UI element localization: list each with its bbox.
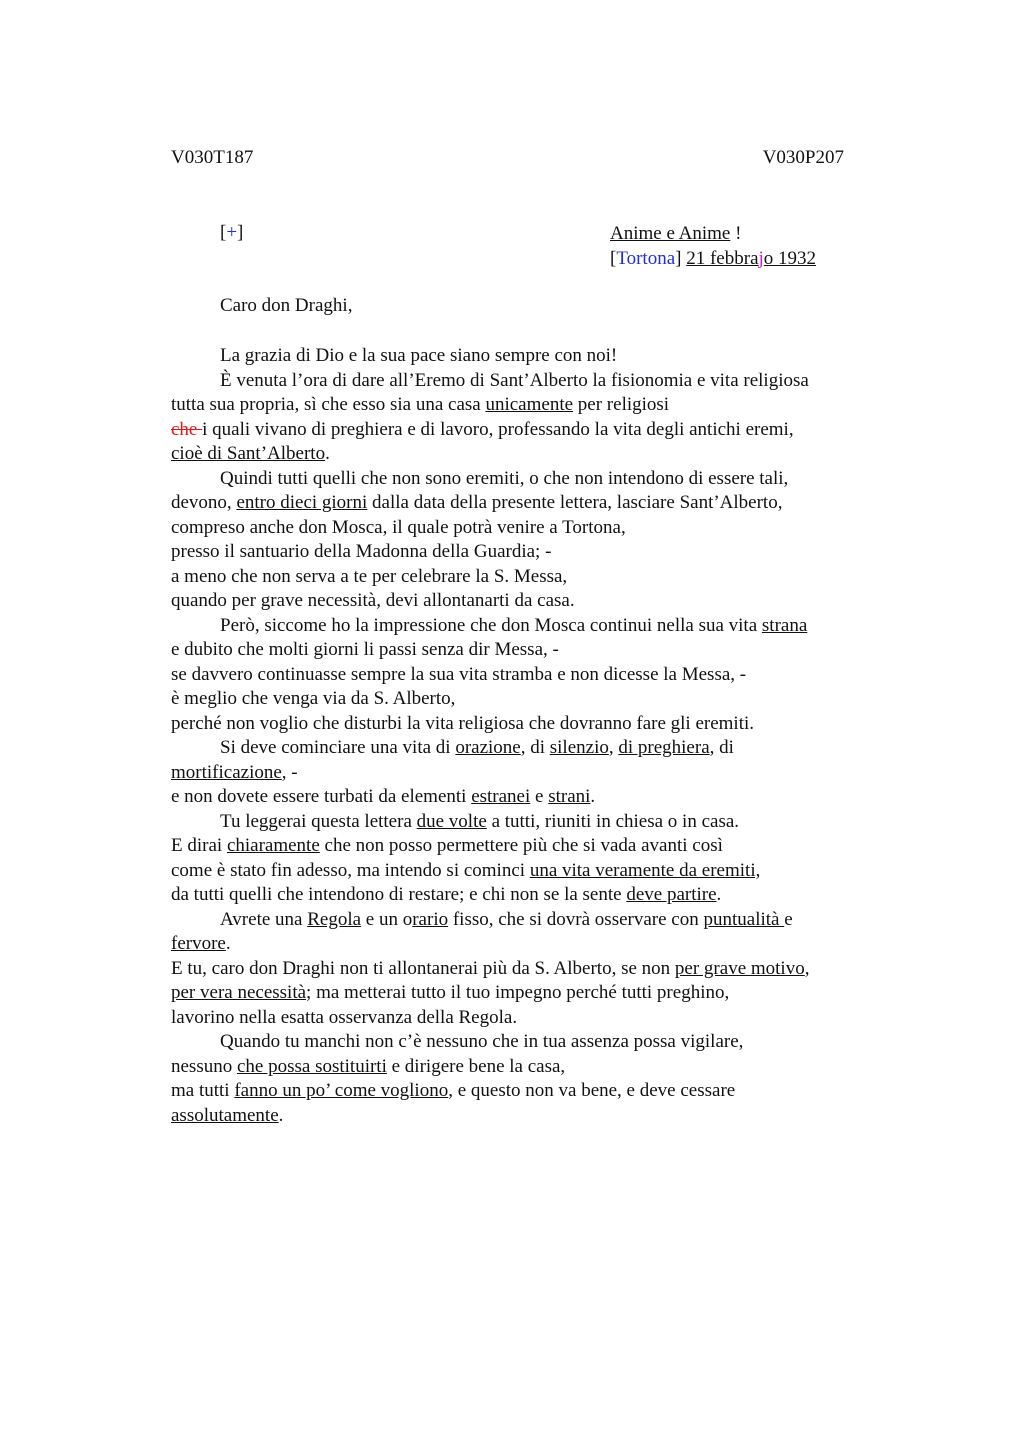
text: che non posso permettere più che si vada avanti così: [319, 835, 723, 856]
text: e: [784, 908, 793, 930]
line-20: [171, 810, 871, 835]
deleted-text: che: [171, 418, 203, 440]
text: come è stato fin adesso, ma intendo si cominci: [171, 859, 530, 881]
underlined-text: due volte: [416, 810, 487, 832]
text: e un o: [361, 908, 413, 930]
dateline: [610, 247, 816, 272]
line-31: [171, 1079, 871, 1104]
heading-block: [610, 222, 816, 271]
line-17: [171, 736, 871, 761]
line-1: La grazia di Dio e la sua pace siano sempre con noi!: [220, 345, 618, 366]
line-16: perché non voglio che disturbi la vita religiosa che dovranno fare gli eremiti.: [171, 712, 754, 734]
underlined-text: per vera necessità: [171, 982, 307, 1003]
text: , di: [709, 737, 734, 758]
salutation: Caro don Draghi,: [220, 295, 353, 316]
title-text: Anime e Anime: [610, 223, 731, 244]
text: e: [530, 786, 549, 807]
line-14: se davvero continuasse sempre la sua vita stramba e non dicesse la Messa, -: [171, 663, 747, 685]
place-name: Tortona: [616, 247, 676, 269]
underlined-text: silenzio: [549, 737, 609, 758]
line-13: e dubito che molti giorni li passi senza dir Messa, -: [171, 639, 559, 660]
bracket-close: ]: [237, 222, 244, 243]
code-right: V030P207: [762, 147, 844, 168]
underlined-text: di preghiera: [618, 737, 710, 758]
underlined-text: strani: [548, 786, 591, 807]
line-3: [171, 393, 871, 418]
line-5: [171, 442, 871, 467]
underlined-text: assolutamente: [171, 1104, 279, 1126]
line-19: [171, 785, 871, 810]
text: nessuno: [171, 1055, 237, 1077]
cross-symbol: +: [226, 222, 238, 243]
text: .: [278, 1104, 284, 1126]
underlined-text: strana: [761, 614, 808, 636]
underlined-text: cioè di Sant’Alberto: [171, 443, 326, 464]
underlined-text: per grave motivo: [674, 957, 805, 979]
date-part2: o 1932: [763, 247, 817, 269]
letter-title: [610, 222, 816, 247]
line-26: [171, 957, 871, 982]
underlined-text: fervore: [171, 933, 226, 954]
text: Avrete una: [220, 908, 308, 930]
line-11: quando per grave necessità, devi allontanarti da casa.: [171, 590, 575, 611]
line-4: [171, 418, 871, 443]
text: ma tutti: [171, 1080, 235, 1101]
line-29: Quando tu manchi non c’è nessuno che in tua assenza possa vigilare,: [220, 1031, 744, 1052]
text: Però, siccome ho la impressione che don Mosca continui nella sua vita: [220, 614, 762, 636]
text: .: [716, 884, 722, 905]
underlined-text: che possa sostituirti: [236, 1055, 387, 1077]
text: .: [590, 786, 596, 807]
text: e dirigere bene la casa,: [386, 1055, 566, 1077]
line-25: [171, 932, 871, 957]
line-27: [171, 981, 871, 1006]
cross-mark: [220, 222, 243, 244]
line-32: [171, 1104, 871, 1129]
text: fisso, che si dovrà osservare con: [448, 908, 704, 930]
line-18: [171, 761, 871, 786]
line-2: È venuta l’ora di dare all’Eremo di Sant’Alberto la fisionomia e vita religiosa: [220, 369, 809, 391]
text: Si deve cominciare una vita di: [220, 737, 456, 758]
line-10: a meno che non serva a te per celebrare la S. Messa,: [171, 565, 568, 587]
text: e non dovete essere turbati da elementi: [171, 786, 472, 807]
text: tutta sua propria, sì che esso sia una casa: [171, 394, 486, 415]
text: per religiosi: [573, 394, 670, 415]
line-15: è meglio che venga via da S. Alberto,: [171, 688, 456, 709]
underlined-text: orazione: [455, 737, 521, 758]
underlined-text: entro dieci giorni: [236, 492, 368, 513]
underlined-text: una vita veramente da eremiti,: [529, 859, 761, 881]
text: , e questo non va bene, e deve cessare: [448, 1080, 736, 1101]
line-23: [171, 883, 871, 908]
line-9: presso il santuario della Madonna della Guardia; -: [171, 541, 552, 562]
code-left: V030T187: [171, 147, 254, 168]
text: .: [325, 443, 330, 464]
letter-body: [171, 344, 871, 1128]
text: devono,: [171, 492, 237, 513]
text: ; ma metterai tutto il tuo impegno perché tutti preghino,: [306, 982, 730, 1003]
text: i quali vivano di preghiera e di lavoro, professando la vita degli antichi eremi,: [202, 418, 794, 440]
line-6: Quindi tutti quelli che non sono eremiti, o che non intendono di essere tali,: [220, 467, 789, 489]
text: , -: [281, 761, 298, 783]
text: ,: [608, 737, 619, 758]
line-12: [171, 614, 871, 639]
place-bracket-close: ]: [675, 247, 682, 269]
text: a tutti, riuniti in chiesa o in casa.: [486, 810, 740, 832]
title-suffix: !: [730, 223, 742, 244]
line-22: [171, 859, 871, 884]
text: dalla data della presente lettera, lasciare Sant’Alberto,: [367, 492, 783, 513]
line-28: lavorino nella esatta osservanza della Regola.: [171, 1006, 518, 1028]
date-part1: 21 febbra: [686, 247, 759, 269]
bracket-open: [: [220, 222, 227, 243]
underlined-text: chiaramente: [226, 835, 320, 856]
line-24: [171, 908, 871, 933]
line-30: [171, 1055, 871, 1080]
underlined-text: Regola: [307, 908, 362, 930]
underlined-text: fanno un po’ come vogliono: [234, 1080, 449, 1101]
text: , di: [520, 737, 550, 758]
line-7: [171, 491, 871, 516]
text: E tu, caro don Draghi non ti allontanerai più da S. Alberto, se non: [171, 957, 675, 979]
date: [686, 248, 816, 269]
underlined-text: unicamente: [485, 394, 574, 415]
text: ,: [804, 957, 810, 979]
underlined-text: estranei: [471, 786, 531, 807]
text: E dirai: [171, 835, 227, 856]
underlined-text: rario: [412, 908, 449, 930]
text: da tutti quelli che intendono di restare; e chi non se la sente: [171, 884, 627, 905]
line-8: compreso anche don Mosca, il quale potrà venire a Tortona,: [171, 516, 626, 538]
place-bracket-open: [: [610, 247, 617, 269]
date-correction: j: [758, 247, 764, 269]
line-21: [171, 834, 871, 859]
underlined-text: mortificazione: [171, 761, 282, 783]
text: Tu leggerai questa lettera: [220, 810, 417, 832]
underlined-text: deve partire: [626, 884, 717, 905]
underlined-text: puntualità: [703, 908, 785, 930]
text: .: [225, 933, 231, 954]
